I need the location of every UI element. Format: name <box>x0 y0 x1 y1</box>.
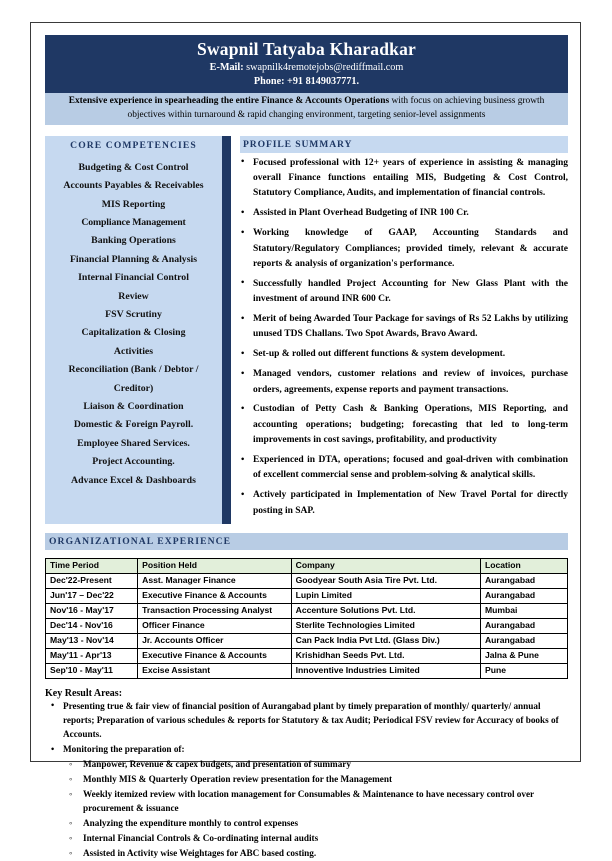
cell-location: Aurangabad <box>480 588 567 603</box>
phone-label: Phone: <box>253 75 285 87</box>
cell-location: Mumbai <box>480 603 567 618</box>
list-item: Reconciliation (Bank / Debtor / <box>68 364 199 376</box>
organizational-experience-heading: ORGANIZATIONAL EXPERIENCE <box>45 533 568 550</box>
core-competencies-heading: CORE COMPETENCIES <box>45 136 222 155</box>
list-item: Capitalization & Closing <box>81 327 186 339</box>
list-item: ◦ Internal Financial Controls & Co-ordinating internal audits <box>63 832 568 846</box>
header-name-band <box>45 35 568 93</box>
cell-location: Aurangabad <box>480 618 567 633</box>
list-item: Employee Shared Services. <box>77 437 190 449</box>
table-row <box>46 618 568 633</box>
list-item: • Custodian of Petty Cash & Banking Operations, MIS Reporting, and accounting operations; budgeting; forecasting that led to long-term improvements in cost savings, profitability, and productivity <box>240 402 568 448</box>
cell-location: Aurangabad <box>480 633 567 648</box>
cell-position-held: Jr. Accounts Officer <box>138 633 292 648</box>
tagline-rest: with focus on achieving business growth objectives within turnaround & rapid changing environment, targeting senior-level assignments <box>127 96 545 120</box>
experience-table <box>45 558 568 679</box>
core-competencies-column <box>45 136 222 524</box>
cell-time-period: Nov'16 - May'17 <box>46 603 138 618</box>
cell-position-held: Excise Assistant <box>138 663 292 678</box>
tagline-bold: Extensive experience in spearheading the entire Finance & Accounts Operations <box>68 96 390 107</box>
list-item: • Managed vendors, customer relations and review of invoices, purchase orders, agreements, expense reports and payment transactions. <box>240 367 568 398</box>
cell-location: Jalna & Pune <box>480 648 567 663</box>
list-item: Advance Excel & Dashboards <box>71 474 196 486</box>
candidate-email-line <box>51 61 562 75</box>
cell-location: Aurangabad <box>480 573 567 588</box>
list-item: Review <box>118 290 149 302</box>
list-item: Activities <box>113 345 154 357</box>
two-column-section <box>45 136 568 524</box>
key-result-areas-title: Key Result Areas: <box>45 687 123 699</box>
list-item: Project Accounting. <box>92 456 175 468</box>
profile-summary-list <box>240 156 568 519</box>
table-row <box>46 588 568 603</box>
cell-company: Goodyear South Asia Tire Pvt. Ltd. <box>291 573 480 588</box>
cell-company: Can Pack India Pvt Ltd. (Glass Div.) <box>291 633 480 648</box>
list-item: Internal Financial Control <box>78 272 189 284</box>
cell-position-held: Executive Finance & Accounts <box>138 648 292 663</box>
list-item: Liaison & Coordination <box>83 401 184 412</box>
list-item: Banking Operations <box>91 235 176 247</box>
list-item: Financial Planning & Analysis <box>69 253 198 265</box>
list-item: FSV Scrutiny <box>105 308 162 320</box>
list-item: • Merit of being Awarded Tour Package for savings of Rs 52 Lakhs by utilizing unused TDS Challans. Two Spot Awards, Bravo Award. <box>240 312 568 343</box>
kra-sub-list <box>63 758 568 861</box>
list-item: ◦ Assisted in Activity wise Weightages for ABC based costing. <box>63 847 568 861</box>
candidate-name: Swapnil Tatyaba Kharadkar <box>197 39 416 59</box>
list-item: MIS Reporting <box>101 198 166 210</box>
list-item: Creditor) <box>113 382 154 394</box>
email-value: swapnilk4remotejobs@rediffmail.com <box>246 61 404 73</box>
cell-time-period: May'13 - Nov'14 <box>46 633 138 648</box>
list-item: • Assisted in Plant Overhead Budgeting of INR 100 Cr. <box>240 206 568 221</box>
cell-position-held: Asst. Manager Finance <box>138 573 292 588</box>
cell-time-period: Dec'14 - Nov'16 <box>46 618 138 633</box>
header-tagline-band <box>45 93 568 124</box>
profile-summary-column <box>231 136 568 524</box>
cell-time-period: May'11 - Apr'13 <box>46 648 138 663</box>
profile-summary-heading: PROFILE SUMMARY <box>240 136 568 153</box>
cell-time-period: Sep'10 - May'11 <box>46 663 138 678</box>
list-item: • Successfully handled Project Accounting for New Glass Plant with the investment of around INR 600 Cr. <box>240 277 568 308</box>
core-competencies-list <box>45 155 222 498</box>
cell-position-held: Officer Finance <box>138 618 292 633</box>
list-item <box>45 743 568 861</box>
column-header-position-held: Position Held <box>138 558 292 573</box>
list-item <box>45 700 568 742</box>
table-header-row <box>46 558 568 573</box>
email-label: E-Mail: <box>209 61 244 73</box>
resume-page <box>30 22 581 859</box>
list-item: Accounts Payables & Receivables <box>63 180 204 192</box>
cell-company: Krishidhan Seeds Pvt. Ltd. <box>291 648 480 663</box>
column-header-location: Location <box>480 558 567 573</box>
kra-bullet-text: Monitoring the preparation of: <box>63 744 185 755</box>
cell-position-held: Transaction Processing Analyst <box>138 603 292 618</box>
list-item: Domestic & Foreign Payroll. <box>73 419 194 431</box>
cell-company: Lupin Limited <box>291 588 480 603</box>
organizational-experience-section <box>45 533 568 679</box>
phone-value: +91 8149037771. <box>287 75 360 87</box>
resume-content <box>45 35 568 859</box>
table-row <box>46 603 568 618</box>
kra-bullet-text: Presenting true & fair view of financial position of Aurangabad plant by timely preparation of monthly/ quarterly/ annual reports; Preparation of various schedules & reports for Statutory & tax Audit; Periodical FSV review for Accuracy of books of Accounts. <box>63 700 559 739</box>
table-row <box>46 663 568 678</box>
cell-time-period: Dec'22-Present <box>46 573 138 588</box>
list-item: ◦ Analyzing the expenditure monthly to control expenses <box>63 817 568 831</box>
list-item: ◦ Manpower, Revenue & capex budgets, and presentation of summary <box>63 758 568 772</box>
cell-position-held: Executive Finance & Accounts <box>138 588 292 603</box>
column-divider <box>222 136 231 524</box>
list-item: ◦ Monthly MIS & Quarterly Operation review presentation for the Management <box>63 773 568 787</box>
cell-company: Accenture Solutions Pvt. Ltd. <box>291 603 480 618</box>
list-item: ◦ Weekly itemized review with location management for Consumables & Maintenance to have necessary control over procurement & issuance <box>63 788 568 816</box>
list-item: • Working knowledge of GAAP, Accounting Standards and Statutory/Regulatory Compliances; provided timely, relevant & accurate reports & analysis of organization's performance. <box>240 226 568 272</box>
list-item: • Actively participated in Implementation of New Travel Portal for directly posting in SAP. <box>240 488 568 519</box>
cell-company: Sterlite Technologies Limited <box>291 618 480 633</box>
list-item: • Focused professional with 12+ years of experience in assisting & managing overall Finance functions entailing MIS, Budgeting & Cost Control, Statutory Compliance, Audits, and implementation of financial controls. <box>240 156 568 202</box>
column-header-time-period: Time Period <box>46 558 138 573</box>
list-item: • Set-up & rolled out different functions & system development. <box>240 347 568 362</box>
list-item: Compliance Management <box>81 216 186 228</box>
table-row <box>46 648 568 663</box>
key-result-areas-list <box>45 700 568 861</box>
candidate-phone-line <box>51 75 562 89</box>
cell-location: Pune <box>480 663 567 678</box>
table-row <box>46 573 568 588</box>
list-item: Budgeting & Cost Control <box>78 161 189 173</box>
cell-time-period: Jun'17 – Dec'22 <box>46 588 138 603</box>
column-header-company: Company <box>291 558 480 573</box>
list-item: • Experienced in DTA, operations; focused and goal-driven with combination of excellent commercial sense and problem-solving & analytical skills. <box>240 453 568 484</box>
table-row <box>46 633 568 648</box>
cell-company: Innoventive Industries Limited <box>291 663 480 678</box>
